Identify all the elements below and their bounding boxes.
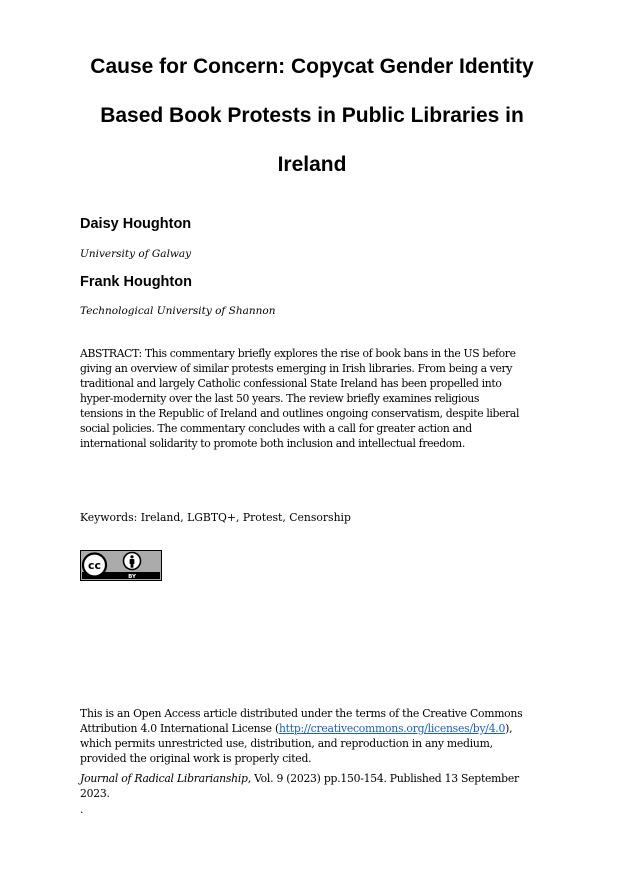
trailing-mark-text: . (80, 803, 84, 816)
citation-line: 2023. (80, 787, 110, 800)
abstract-line: hyper-modernity over the last 50 years. The review briefly examines religious (80, 392, 480, 405)
license-line: provided the original work is properly cited. (80, 752, 312, 765)
abstract-line: international solidarity to promote both inclusion and intellectual freedom. (80, 437, 465, 450)
journal-name: Journal of Radical Librarianship (80, 772, 248, 785)
license-line: which permits unrestricted use, distribution, and reproduction in any medium, (80, 737, 493, 750)
license-url-link[interactable]: http://creativecommons.org/licenses/by/4.0 (278, 722, 506, 735)
license-line-text: Attribution 4.0 International License ( (80, 722, 279, 735)
license-line: This is an Open Access article distributed under the terms of the Creative Commons (80, 707, 523, 720)
citation-line (80, 771, 550, 786)
license-line-text: ), (505, 722, 513, 735)
title-line-1: Cause for Concern: Copycat Gender Identity (90, 55, 534, 78)
author-name-2: Frank Houghton (80, 274, 192, 290)
abstract-line: giving an overview of similar protests emerging in Irish libraries. From being a very (80, 362, 513, 375)
abstract-line: tensions in the Republic of Ireland and outlines ongoing conservatism, despite liberal (80, 407, 520, 420)
author-affiliation-2: Technological University of Shannon (80, 305, 276, 317)
abstract (80, 346, 550, 451)
attribution-person-icon (124, 553, 141, 570)
title-line-3: Ireland (277, 153, 347, 176)
keywords (80, 510, 550, 525)
cc-logo-icon (83, 554, 106, 577)
abstract-line: social policies. The commentary concludes with a call for greater action and (80, 422, 472, 435)
cc-logo-text: cc (87, 559, 102, 572)
cc-by-license-badge[interactable] (80, 550, 162, 581)
trailing-mark (80, 802, 550, 817)
abstract-line: ABSTRACT: This commentary briefly explores the rise of book bans in the US before (80, 347, 516, 360)
citation (80, 771, 550, 801)
author-name-1: Daisy Houghton (80, 216, 192, 232)
keywords-text: Keywords: Ireland, LGBTQ+, Protest, Censorship (80, 511, 351, 524)
citation-details: , Vol. 9 (2023) pp.150-154. Published 13 September (247, 772, 519, 785)
license-line (80, 721, 550, 736)
by-label: BY (128, 574, 136, 580)
title-line-2: Based Book Protests in Public Libraries in (100, 104, 524, 127)
abstract-line: traditional and largely Catholic confessional State Ireland has been propelled into (80, 377, 502, 390)
author-affiliation-1: University of Galway (80, 248, 192, 260)
license-statement (80, 706, 550, 766)
